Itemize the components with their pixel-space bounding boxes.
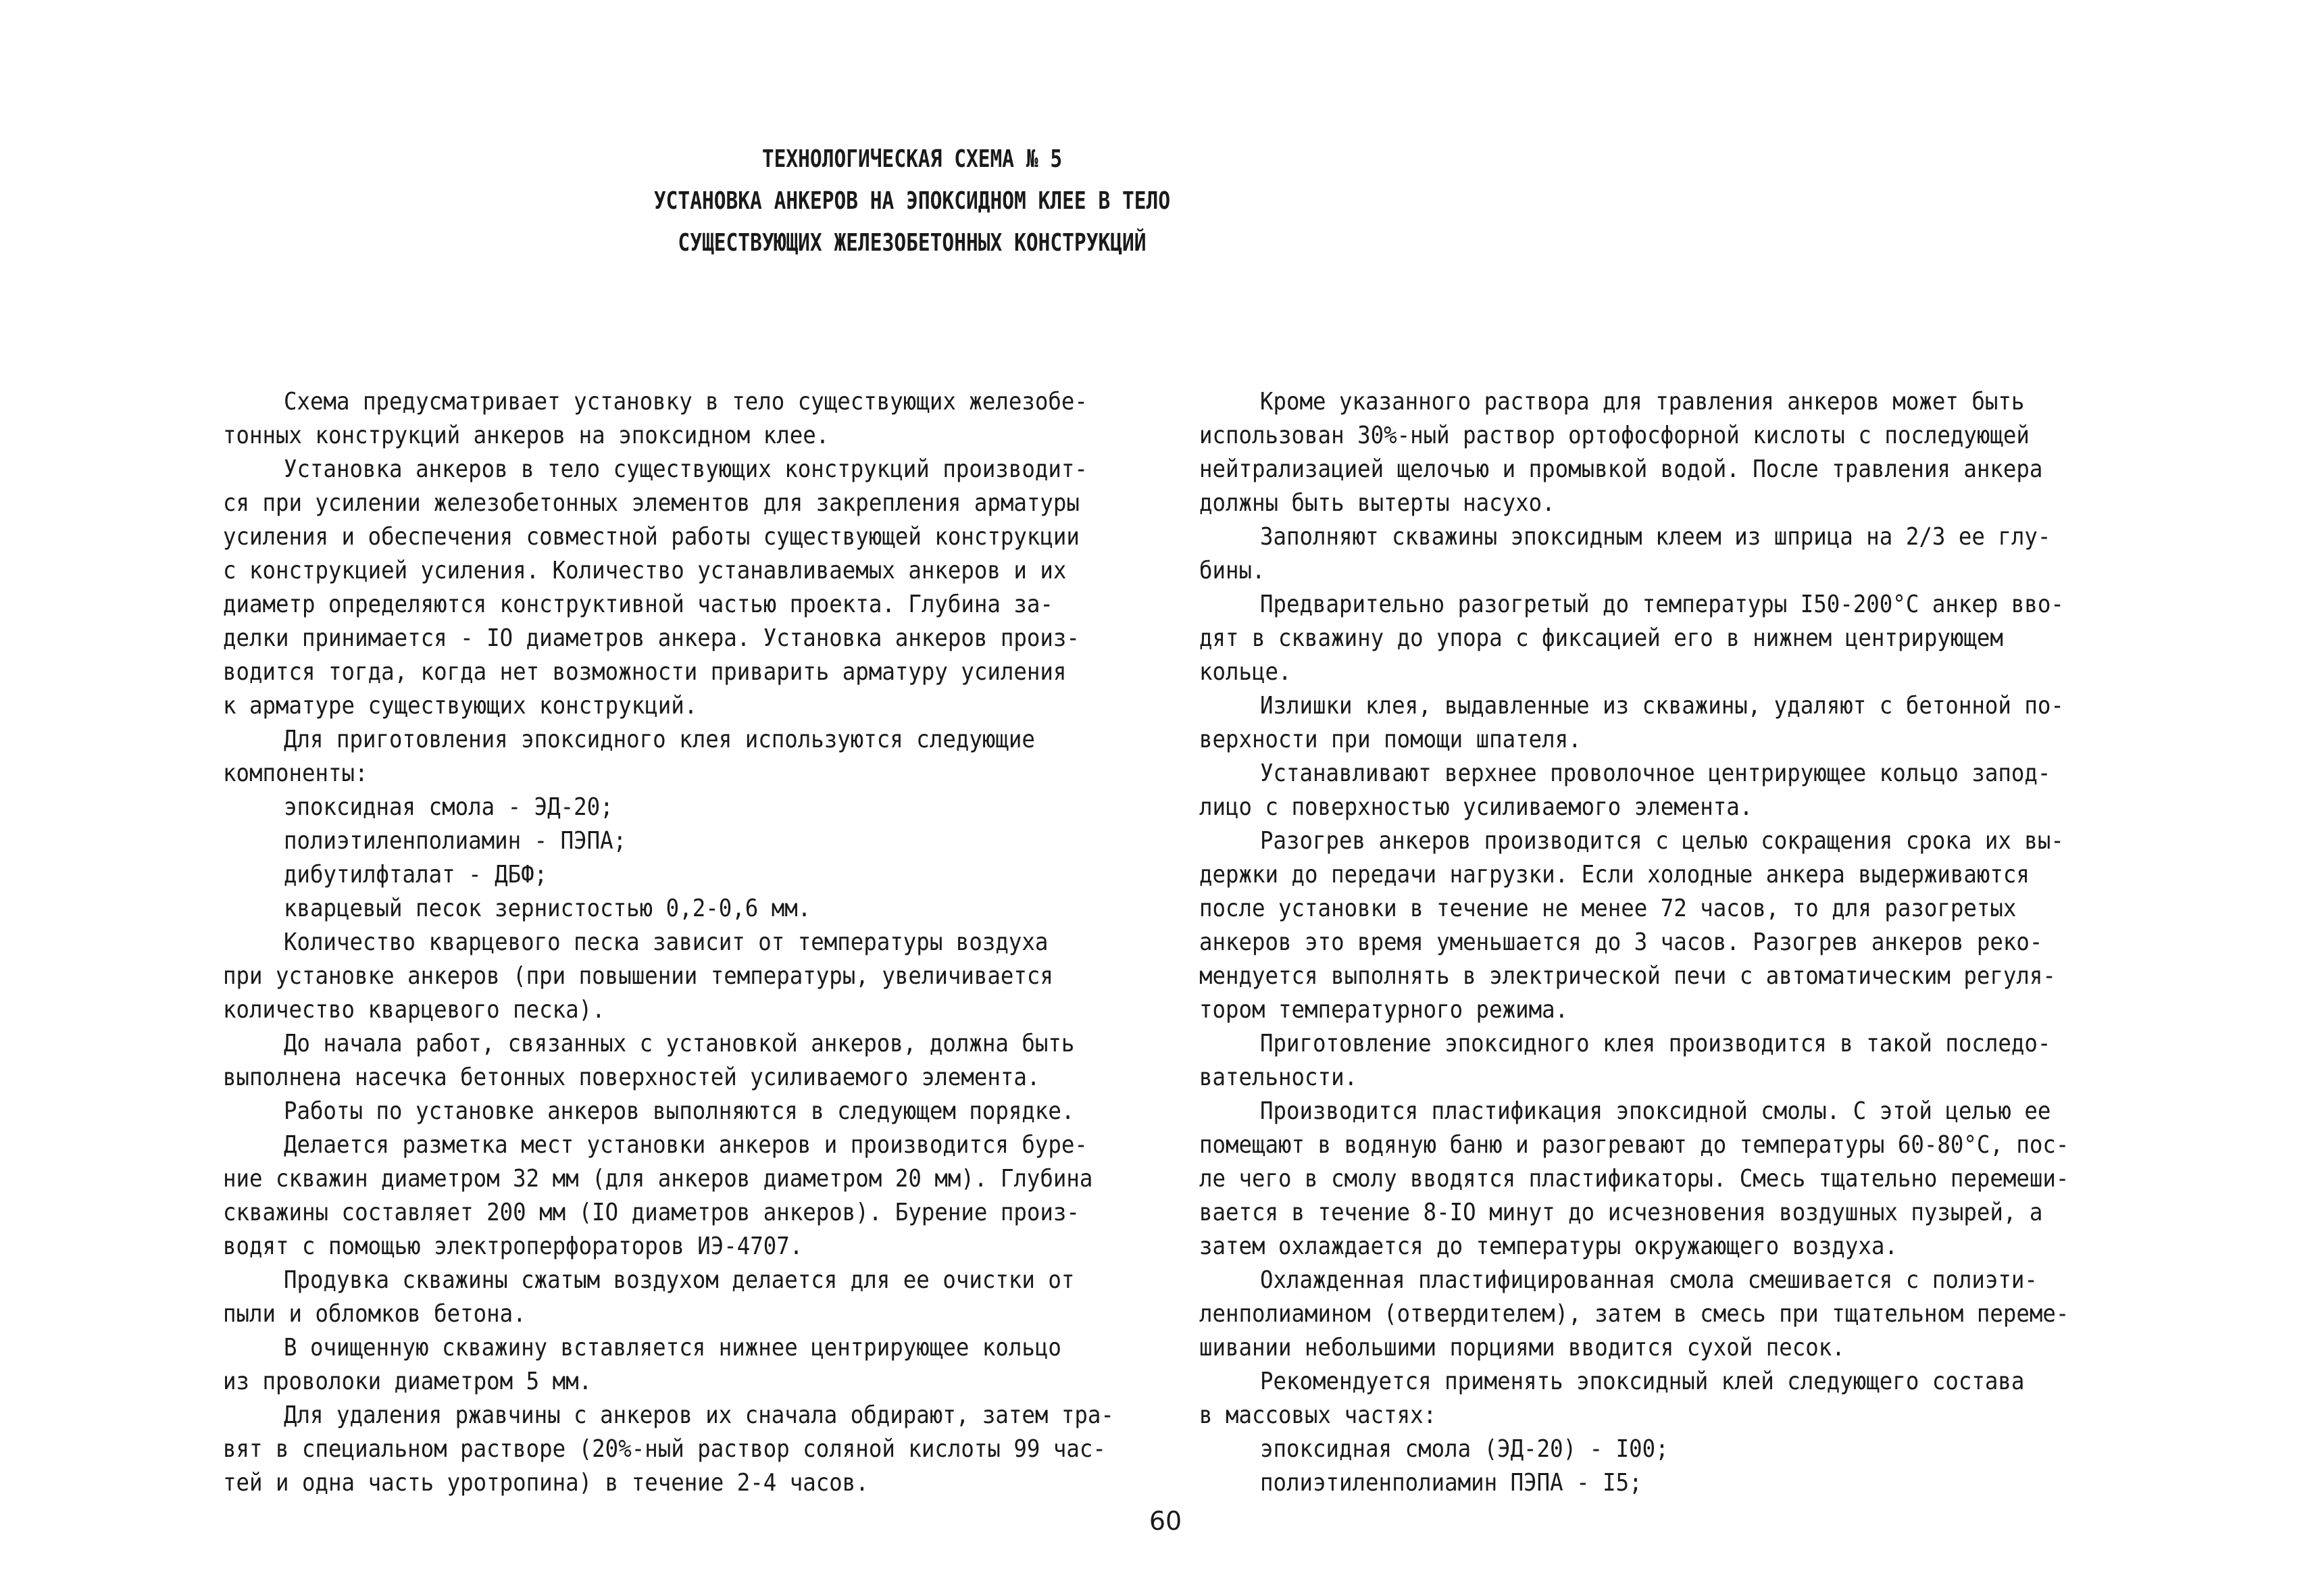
text-line: водится тогда, когда нет возможности приварить арматуру усиления: [223, 658, 1067, 686]
text-line: кварцевый песок зернистостью 0,2-0,6 мм.: [284, 895, 811, 922]
text-line: Работы по установке анкеров выполняются в следующем порядке.: [284, 1097, 1075, 1125]
text-line: полиэтиленполиамин - ПЭПА;: [284, 827, 627, 855]
text-line: ся при усилении железобетонных элементов для закрепления арматуры: [223, 489, 1080, 517]
text-line: усиления и обеспечения совместной работы существующей конструкции: [223, 523, 1080, 551]
text-line: Для удаления ржавчины с анкеров их сначала обдирают, затем тра-: [284, 1401, 1114, 1429]
text-line: шивании небольшими порциями вводится сухой песок.: [1199, 1334, 1845, 1362]
text-line: До начала работ, связанных с установкой анкеров, должна быть: [284, 1030, 1075, 1057]
text-line: мендуется выполнять в электрической печи с автоматическим регуля-: [1199, 962, 2056, 990]
text-line: Производится пластификация эпоксидной смолы. С этой целью ее: [1260, 1097, 2051, 1125]
text-line: Охлажденная пластифицированная смола смешивается с полиэти-: [1260, 1266, 2038, 1294]
text-line: выполнена насечка бетонных поверхностей усиливаемого элемента.: [223, 1064, 1040, 1091]
text-line: тей и одна часть уротропина) в течение 2-4 часов.: [223, 1469, 869, 1497]
right-column: [1199, 385, 2078, 1500]
text-line: дят в скважину до упора с фиксацией его в нижнем центрирующем: [1199, 624, 2003, 652]
text-line: эпоксидная смола (ЭД-20) - I00;: [1260, 1435, 1669, 1463]
text-line: ле чего в смолу вводятся пластификаторы. Смесь тщательно перемеши-: [1199, 1165, 2069, 1193]
text-line: к арматуре существующих конструкций.: [223, 692, 698, 720]
text-line: пыли и обломков бетона.: [223, 1300, 526, 1328]
text-line: верхности при помощи шпателя.: [1199, 726, 1582, 753]
text-line: кольце.: [1199, 658, 1292, 686]
page-number: 60: [1149, 1506, 1182, 1536]
text-line: ленполиамином (отвердителем), затем в смесь при тщательном переме-: [1199, 1300, 2069, 1328]
text-line: Установка анкеров в тело существующих конструкций производит-: [284, 455, 1088, 483]
title-line-2: УСТАНОВКА АНКЕРОВ НА ЭПОКСИДНОМ КЛЕЕ В ТЕЛО: [653, 187, 1171, 215]
text-line: эпоксидная смола - ЭД-20;: [284, 793, 613, 821]
text-line: в массовых частях:: [1199, 1401, 1437, 1429]
text-line: количество кварцевого песка).: [223, 996, 605, 1024]
text-line: тором температурного режима.: [1199, 996, 1569, 1024]
text-line: Продувка скважины сжатым воздухом делается для ее очистки от: [284, 1266, 1075, 1294]
text-line: держки до передачи нагрузки. Если холодные анкера выдерживаются: [1199, 861, 2030, 889]
text-line: вается в течение 8-IO минут до исчезновения воздушных пузырей, а: [1199, 1199, 2043, 1226]
text-line: Делается разметка мест установки анкеров и производится буре-: [284, 1131, 1088, 1159]
text-line: водят с помощью электроперфораторов ИЭ-4707.: [223, 1232, 803, 1260]
text-line: с конструкцией усиления. Количество устанавливаемых анкеров и их: [223, 557, 1067, 584]
text-line: Рекомендуется применять эпоксидный клей следующего состава: [1260, 1368, 2025, 1395]
text-line: Разогрев анкеров производится с целью сокращения срока их вы-: [1260, 827, 2064, 855]
text-line: должны быть вытерты насухо.: [1199, 489, 1555, 517]
text-line: Предварительно разогретый до температуры I50-200°С анкер вво-: [1260, 591, 2064, 618]
left-column: [223, 385, 1114, 1500]
text-line: помещают в водяную баню и разогревают до температуры 60-80°С, пос-: [1199, 1131, 2069, 1159]
text-line: Устанавливают верхнее проволочное центрирующее кольцо запод-: [1260, 759, 2051, 787]
text-line: нейтрализацией щелочью и промывкой водой. После травления анкера: [1199, 455, 2043, 483]
text-line: компоненты:: [223, 759, 368, 787]
title-line-1: ТЕХНОЛОГИЧЕСКАЯ СХЕМА № 5: [761, 145, 1063, 173]
text-line: диаметр определяются конструктивной частью проекта. Глубина за-: [223, 591, 1053, 618]
text-line: Приготовление эпоксидного клея производится в такой последо-: [1260, 1030, 2051, 1057]
text-line: ние скважин диаметром 32 мм (для анкеров диаметром 20 мм). Глубина: [223, 1165, 1093, 1193]
text-line: вательности.: [1199, 1064, 1358, 1091]
title-line-3: СУЩЕСТВУЮЩИХ ЖЕЛЕЗОБЕТОННЫХ КОНСТРУКЦИЙ: [678, 229, 1147, 257]
text-line: после установки в течение не менее 72 часов, то для разогретых: [1199, 895, 2017, 922]
text-line: Кроме указанного раствора для травления анкеров может быть: [1260, 388, 2025, 416]
text-line: Количество кварцевого песка зависит от температуры воздуха: [284, 928, 1049, 956]
text-line: тонных конструкций анкеров на эпоксидном клее.: [223, 422, 830, 449]
text-line: анкеров это время уменьшается до 3 часов. Разогрев анкеров реко-: [1199, 928, 2043, 956]
text-line: Заполняют скважины эпоксидным клеем из шприца на 2/3 ее глу-: [1260, 523, 2051, 551]
text-line: вят в специальном растворе (20%-ный раствор соляной кислоты 99 час-: [223, 1435, 1106, 1463]
text-line: делки принимается - IO диаметров анкера. Установка анкеров произ-: [223, 624, 1080, 652]
text-line: Схема предусматривает установку в тело существующих железобе-: [284, 388, 1088, 416]
text-line: скважины составляет 200 мм (IO диаметров анкеров). Бурение произ-: [223, 1199, 1080, 1226]
text-line: лицо с поверхностью усиливаемого элемента.: [1199, 793, 1753, 821]
text-line: Для приготовления эпоксидного клея используются следующие: [284, 726, 1035, 753]
text-line: дибутилфталат - ДБФ;: [284, 861, 548, 889]
document-title: [0, 139, 1824, 264]
text-line: использован 30%-ный раствор ортофосфорной кислоты с последующей: [1199, 422, 2030, 449]
text-line: затем охлаждается до температуры окружающего воздуха.: [1199, 1232, 1898, 1260]
text-line: Излишки клея, выдавленные из скважины, удаляют с бетонной по-: [1260, 692, 2064, 720]
text-line: полиэтиленполиамин ПЭПА - I5;: [1260, 1469, 1642, 1497]
text-line: при установке анкеров (при повышении температуры, увеличивается: [223, 962, 1053, 990]
text-line: бины.: [1199, 557, 1265, 584]
text-line: В очищенную скважину вставляется нижнее центрирующее кольцо: [284, 1334, 1061, 1362]
text-line: из проволоки диаметром 5 мм.: [223, 1368, 593, 1395]
